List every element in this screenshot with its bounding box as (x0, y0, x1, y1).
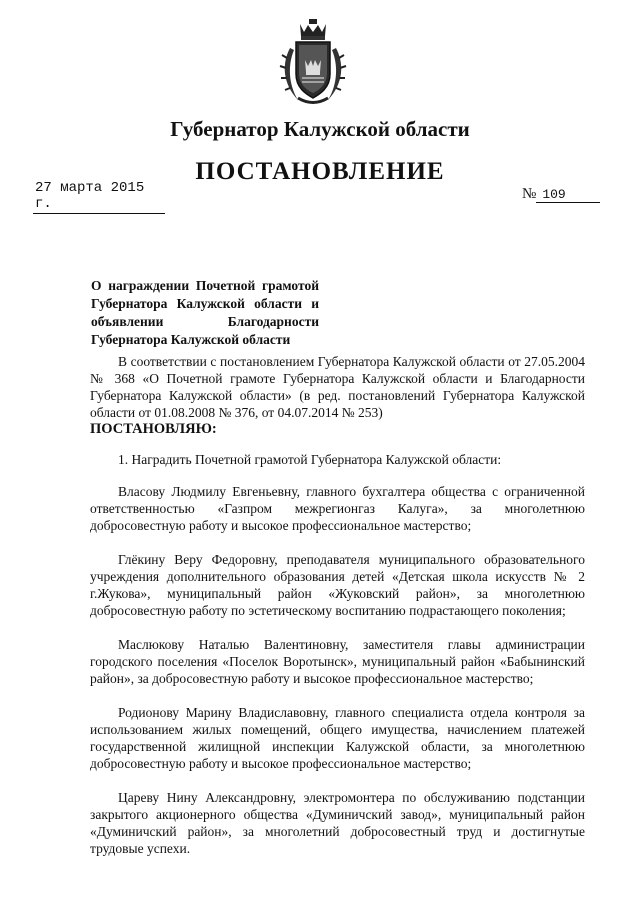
decree-word: ПОСТАНОВЛЯЮ: (90, 421, 217, 437)
awardee-paragraph: Маслюкову Наталью Валентиновну, заместителя главы администрации городского поселения «Поселок Воротынск», муниципальный район «Бабынинский район», за добросовестную работу и высокое профессиональное мастерство; (90, 637, 585, 686)
document-body (90, 353, 585, 874)
document-number (522, 186, 600, 203)
number-value: 109 (536, 187, 600, 203)
coat-of-arms-emblem (278, 18, 348, 108)
document-date: 27 марта 2015 г. (33, 180, 165, 214)
document-subject: О награждении Почетной грамотой Губернатора Калужской области и объявлении Благодарности Губернатора Калужской области (91, 278, 319, 347)
number-sign: № (522, 186, 537, 202)
document-type-title: ПОСТАНОВЛЕНИЕ (195, 158, 445, 185)
issuing-authority: Губернатор Калужской области (170, 117, 470, 141)
item-1-heading: 1. Наградить Почетной грамотой Губернатора Калужской области: (118, 452, 502, 467)
awardee-paragraph: Власову Людмилу Евгеньевну, главного бухгалтера общества с ограниченной ответственностью «Газпром межрегионгаз Калуга», за многолетнюю добросовестную работу и высокое профессиональное мастерство; (90, 484, 585, 533)
awardee-paragraph: Цареву Нину Александровну, электромонтера по обслуживанию подстанции закрытого акционерного общества «Думиничский завод», муниципальный район «Думиничский район», за многолетний добросовестный труд и достигнутые трудовые успехи. (90, 790, 585, 856)
awardee-paragraph: Родионову Марину Владиславовну, главного специалиста отдела контроля за использованием жилых помещений, общего имущества, начислением платежей государственной жилищной инспекции Калужской области, за многолетнюю добросовестную работу и высокое профессиональное мастерство; (90, 705, 585, 771)
awardee-paragraph: Глёкину Веру Федоровну, преподавателя муниципального образовательного учреждения дополнительного образования детей «Детская школа искусств № 2 г.Жукова», муниципальный район «Жуковский район», за многолетнюю добросовестную работу по эстетическому воспитанию подрастающего поколения; (90, 552, 585, 618)
preamble-paragraph: В соответствии с постановлением Губернатора Калужской области от 27.05.2004 № 368 «О Почетной грамоте Губернатора Калужской области и Благодарности Губернатора Калужской области» (в ред. постановлений Губернатора Калужской области от 01.08.2008 № 376, от 04.07.2014 № 253) (90, 354, 585, 420)
